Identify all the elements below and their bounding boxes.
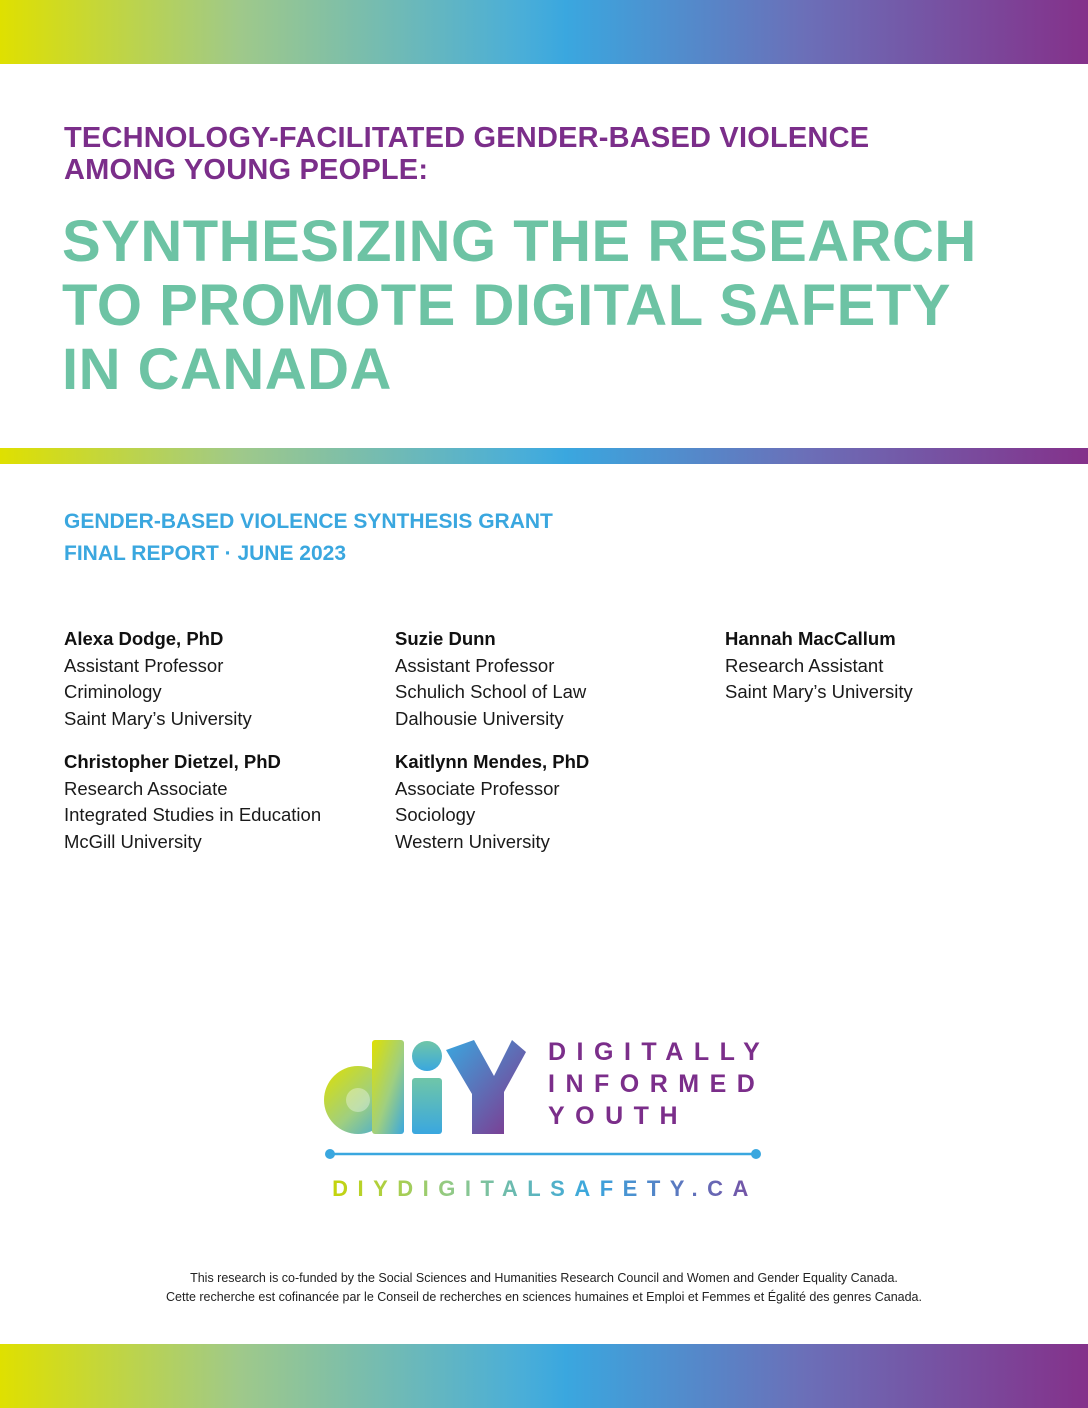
top-gradient-band — [0, 0, 1088, 64]
logo-word: DIGITALLY — [548, 1038, 771, 1066]
author-name: Alexa Dodge, PhD — [64, 628, 224, 649]
author-institution: Saint Mary’s University — [64, 707, 252, 729]
author-name: Christopher Dietzel, PhD — [64, 751, 281, 772]
title-line: TO PROMOTE DIGITAL SAFETY — [62, 273, 951, 338]
author-position: Assistant Professor — [395, 654, 555, 676]
letter-y-mark — [446, 1040, 526, 1134]
author-name: Kaitlynn Mendes, PhD — [395, 751, 590, 772]
letter-i-mark — [412, 1041, 442, 1134]
report-title — [62, 210, 1022, 402]
author-department: Criminology — [64, 681, 162, 702]
logo-wordmark — [548, 1036, 770, 1132]
middle-gradient-band — [0, 448, 1088, 464]
author-block — [64, 749, 321, 855]
author-department: Sociology — [395, 804, 476, 825]
author-department: Schulich School of Law — [395, 681, 587, 702]
logo-divider — [325, 1149, 761, 1159]
author-position: Associate Professor — [395, 777, 560, 799]
title-line: SYNTHESIZING THE RESEARCH — [62, 209, 977, 274]
author-block — [64, 626, 252, 732]
author-department: Integrated Studies in Education — [64, 804, 322, 825]
bottom-gradient-band — [0, 1344, 1088, 1408]
logo-word: INFORMED — [548, 1070, 766, 1098]
report-date: FINAL REPORT · JUNE 2023 — [64, 542, 347, 565]
logo-word: YOUTH — [548, 1102, 688, 1130]
title-line: IN CANADA — [62, 337, 392, 402]
author-institution: Western University — [395, 830, 550, 852]
author-name: Suzie Dunn — [395, 628, 496, 649]
author-institution: Dalhousie University — [395, 707, 564, 729]
subtitle-line: AMONG YOUNG PEOPLE: — [64, 154, 429, 186]
author-block — [725, 626, 913, 706]
author-position: Research Associate — [64, 777, 228, 799]
report-subtitle — [64, 122, 964, 186]
website-link[interactable]: DIYDIGITALSAFETY.CA — [322, 1176, 768, 1202]
author-name: Hannah MacCallum — [725, 628, 896, 649]
grant-info — [64, 506, 764, 570]
grant-name: GENDER-BASED VIOLENCE SYNTHESIS GRANT — [64, 510, 553, 533]
author-institution: McGill University — [64, 830, 202, 852]
author-position: Research Assistant — [725, 654, 884, 676]
funding-statement — [0, 1269, 1088, 1307]
author-institution: Saint Mary’s University — [725, 681, 913, 702]
letter-d-mark — [324, 1040, 404, 1134]
author-position: Assistant Professor — [64, 654, 224, 676]
funding-english: This research is co-funded by the Social Sciences and Humanities Research Council and Women and Gender Equality Canada. — [190, 1271, 898, 1285]
author-block — [395, 749, 589, 855]
subtitle-line: TECHNOLOGY-FACILITATED GENDER-BASED VIOLENCE — [64, 122, 870, 154]
funding-french: Cette recherche est cofinancée par le Conseil de recherches en sciences humaines et Emploi et Femmes et Égalité des genres Canada. — [166, 1290, 922, 1304]
author-block — [395, 626, 586, 732]
